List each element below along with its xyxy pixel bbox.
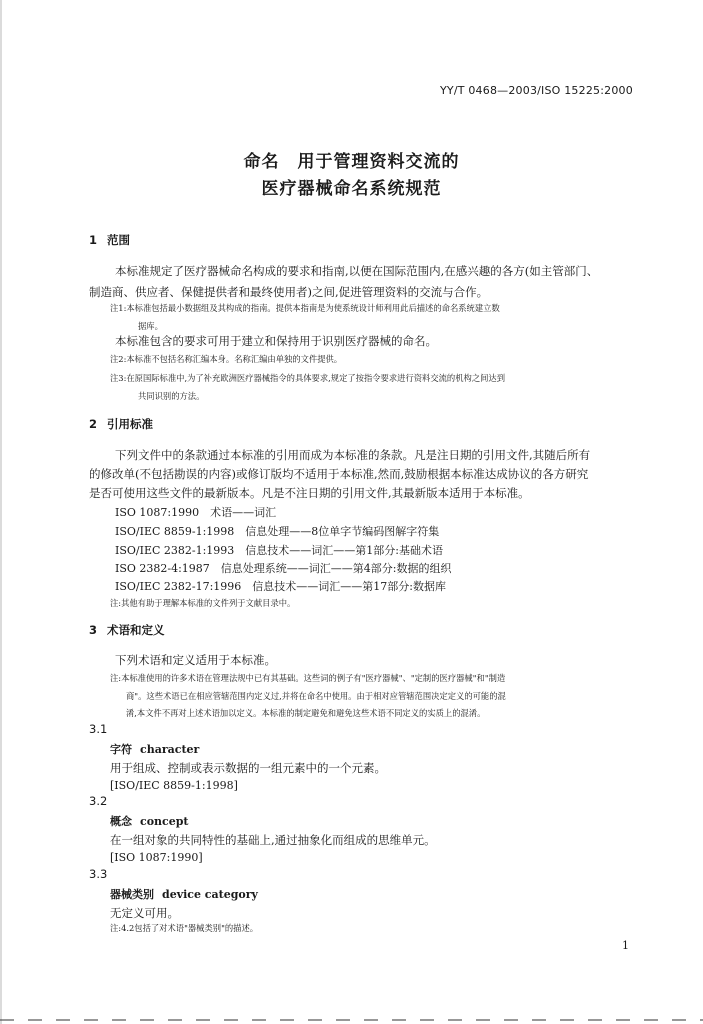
reference-item: ISO/IEC 2382-1:1993 信息技术——词汇——第1部分:基础术语 xyxy=(115,544,444,557)
term-heading xyxy=(110,813,189,829)
section-title: 引用标准 xyxy=(107,417,153,431)
document-title-line-2: 医疗器械命名系统规范 xyxy=(261,179,442,199)
terms-intro: 下列术语和定义适用于本标准。 xyxy=(115,653,276,667)
term-note: 注:4.2包括了对术语"器械类别"的描述。 xyxy=(110,923,259,933)
references-paragraph-line-2: 的修改单(不包括勘误的内容)或修订版均不适用于本标准,然而,鼓励根据本标准达成协议的各方研究 xyxy=(89,467,589,481)
note-1-line-1: 注1:本标准包括最小数据组及其构成的指南。提供本指南是为使系统设计师利用此后描述的命名系统建立数 xyxy=(110,303,500,313)
section-1-heading xyxy=(89,232,130,248)
note-3-line-2: 共同识别的方法。 xyxy=(138,391,205,401)
reference-item: ISO 1087:1990 术语——词汇 xyxy=(115,506,277,519)
reference-item: ISO/IEC 2382-17:1996 信息技术——词汇——第17部分:数据库 xyxy=(115,580,447,593)
term-heading xyxy=(110,886,258,902)
term-number: 3.3 xyxy=(89,867,108,881)
section-title: 范围 xyxy=(107,233,130,247)
scan-bottom-artifact xyxy=(0,1019,703,1021)
term-en: concept xyxy=(140,815,189,828)
term-definition: 无定义可用。 xyxy=(110,906,179,920)
references-paragraph-line-3: 是否可使用这些文件的最新版本。凡是不注日期的引用文件,其最新版本适用于本标准。 xyxy=(89,486,530,500)
reference-item: ISO/IEC 8859-1:1998 信息处理——8位单字节编码图解字符集 xyxy=(115,525,440,538)
references-note: 注:其他有助于理解本标准的文件列于文献目录中。 xyxy=(110,598,296,608)
note-2: 注2:本标准不包括名称汇编本身。名称汇编由单独的文件提供。 xyxy=(110,354,343,364)
term-zh: 字符 xyxy=(110,743,132,756)
terms-note-line-2: 商"。这些术语已在相应管辖范围内定义过,并将在命名中使用。由于相对应管辖范围决定定义的可能的混 xyxy=(126,691,506,701)
scope-paragraph-2: 本标准包含的要求可用于建立和保持用于识别医疗器械的命名。 xyxy=(115,334,437,348)
section-number: 2 xyxy=(89,417,98,431)
section-title: 术语和定义 xyxy=(107,623,165,637)
section-number: 3 xyxy=(89,623,98,637)
standard-number: YY/T 0468—2003/ISO 15225:2000 xyxy=(440,84,633,97)
term-en: device category xyxy=(162,888,258,901)
section-number: 1 xyxy=(89,233,98,247)
document-title-line-1: 命名 用于管理资料交流的 xyxy=(243,152,460,172)
term-zh: 器械类别 xyxy=(110,888,154,901)
term-heading xyxy=(110,741,199,757)
section-3-heading xyxy=(89,622,165,638)
term-source: [ISO/IEC 8859-1:1998] xyxy=(110,779,238,792)
reference-item: ISO 2382-4:1987 信息处理系统——词汇——第4部分:数据的组织 xyxy=(115,562,452,575)
term-en: character xyxy=(140,743,200,756)
scope-paragraph-line-1: 本标准规定了医疗器械命名构成的要求和指南,以便在国际范围内,在感兴趣的各方(如主管部门、 xyxy=(115,264,599,278)
term-source: [ISO 1087:1990] xyxy=(110,851,203,864)
terms-note-line-1: 注:本标准使用的许多术语在管理法规中已有其基础。这些词的例子有"医疗器械"、"定制的医疗器械"和"制造 xyxy=(110,673,506,683)
scope-paragraph-line-2: 制造商、供应者、保健提供者和最终使用者)之间,促进管理资料的交流与合作。 xyxy=(89,285,489,299)
note-3-line-1: 注3:在原国际标准中,为了补充欧洲医疗器械指令的具体要求,规定了按指令要求进行资料交流的机构之间达到 xyxy=(110,373,506,383)
note-1-line-2: 据库。 xyxy=(138,321,163,331)
terms-note-line-3: 淆,本文件不再对上述术语加以定义。本标准的制定避免和避免这些术语不同定义的实质上的混淆。 xyxy=(126,708,486,718)
page-number: 1 xyxy=(622,939,629,952)
term-definition: 在一组对象的共同特性的基础上,通过抽象化而组成的思维单元。 xyxy=(110,833,436,847)
term-number: 3.2 xyxy=(89,794,108,808)
references-paragraph-line-1: 下列文件中的条款通过本标准的引用而成为本标准的条款。凡是注日期的引用文件,其随后所有 xyxy=(115,448,591,462)
section-2-heading xyxy=(89,416,153,432)
term-number: 3.1 xyxy=(89,722,108,736)
term-zh: 概念 xyxy=(110,815,132,828)
term-definition: 用于组成、控制或表示数据的一组元素中的一个元素。 xyxy=(110,761,386,775)
